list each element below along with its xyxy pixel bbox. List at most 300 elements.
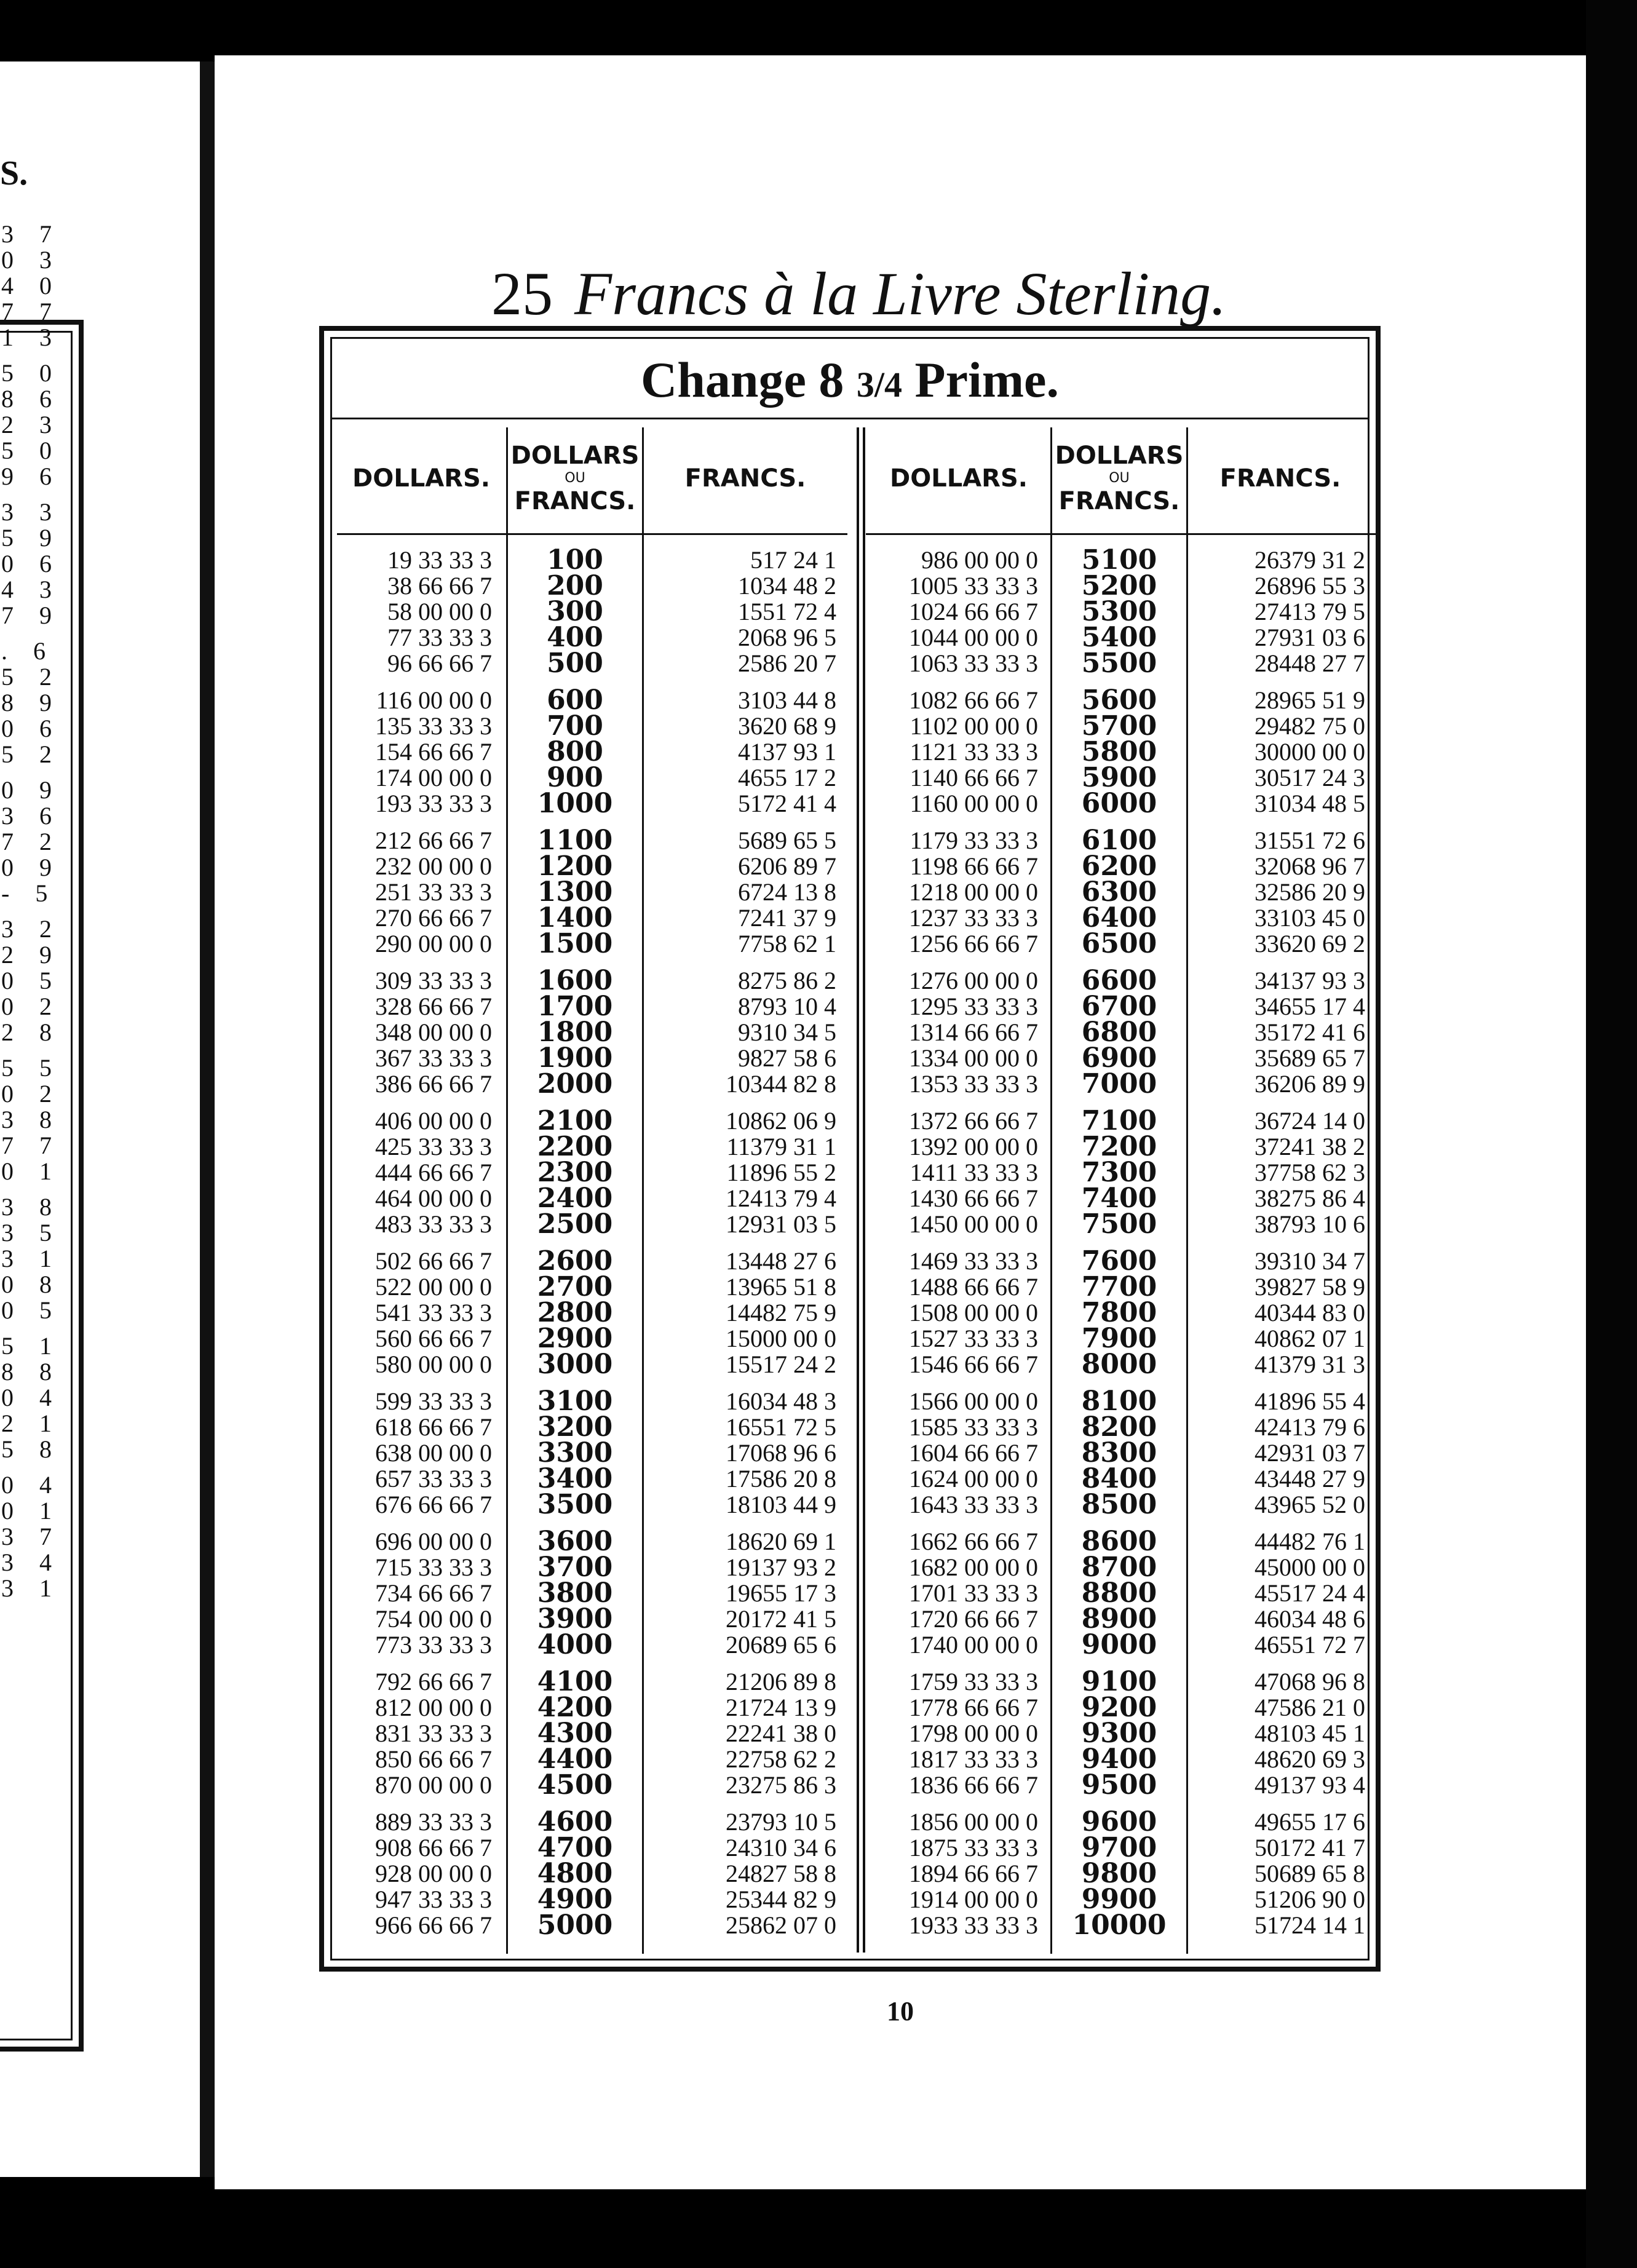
table-cell: 1894 66 66 7 [909,1860,1038,1887]
table-cell: 5500 [1081,648,1157,679]
row-group [652,1669,836,1798]
table-cell: 232 00 00 0 [375,852,492,880]
table-cell: 1121 33 33 3 [910,738,1038,766]
table-cell: . 6 [1,637,55,665]
table-cell: 1 3 [1,323,61,351]
row-group [652,1248,836,1378]
table-cell: 1372 66 66 7 [909,1107,1038,1135]
header-dollars-ou-francs-right: DOLLARS OU FRANCS. [1055,442,1184,515]
row-group [1054,965,1184,1100]
row-group [873,1529,1038,1658]
left-page-fragment [0,61,200,2177]
header-dollars-right: DOLLARS. [890,464,1028,493]
row-group [873,1108,1038,1237]
table-cell: 464 00 00 0 [375,1184,492,1212]
table-cell: 47068 96 8 [1255,1668,1365,1695]
table-cell: 1334 00 00 0 [909,1044,1038,1072]
table-cell: 517 24 1 [750,546,836,574]
table-cell: 3 1 [1,1245,61,1272]
table-cell: 36724 14 0 [1255,1107,1365,1135]
table-cell: 0 1 [1,1497,61,1525]
table-cell: 270 66 66 7 [375,904,492,932]
table-cell: 5600 [1081,684,1157,716]
row-group [344,1809,492,1938]
row-group [1054,825,1184,959]
table-cell: 19137 93 2 [726,1553,836,1581]
col-rule [506,427,508,1954]
table-cell: 5 5 [1,1054,61,1082]
table-cell: 19 33 33 3 [387,546,492,574]
header-rule-right [866,533,1376,535]
table-cell: 5700 [1081,710,1157,742]
table-cell: 5172 41 4 [738,790,836,817]
row-group [510,1105,640,1240]
change-suffix: Prime. [914,352,1059,408]
row-group [873,1389,1038,1518]
table-cell: 5400 [1081,622,1157,653]
row-group [873,828,1038,957]
table-cell: 22241 38 0 [726,1719,836,1747]
table-cell: 1400 [537,902,613,934]
row-group [1205,1809,1365,1938]
table-cell: 2400 [537,1183,613,1214]
table-cell: 21724 13 9 [726,1694,836,1721]
table-cell: 4600 [537,1806,613,1838]
table-cell: 24310 34 6 [726,1834,836,1862]
table-cell: 7200 [1081,1131,1157,1162]
table-cell: 5 1 [1,1332,61,1360]
left-dollars-column [344,547,492,1949]
table-cell: 12413 79 4 [726,1184,836,1212]
table-cell: 7 2 [1,828,61,855]
row-group [344,1669,492,1798]
change-fraction: 3/4 [856,365,902,405]
row-group [510,544,640,679]
table-cell: 1469 33 33 3 [909,1247,1038,1275]
table-cell: 3 7 [1,1523,61,1550]
row-group [1205,1669,1365,1798]
table-cell: 7000 [1081,1068,1157,1100]
table-cell: 4655 17 2 [738,764,836,791]
table-cell: 17068 96 6 [726,1439,836,1467]
table-cell: 1933 33 33 3 [909,1911,1038,1939]
table-cell: 47586 21 0 [1255,1694,1365,1721]
table-cell: 483 33 33 3 [375,1210,492,1238]
center-double-rule-1 [857,427,859,1953]
row-group [1,221,61,351]
left-table-half [332,427,855,1959]
row-group [1,1472,61,1601]
table-cell: 600 [547,684,603,716]
table-cell: 50689 65 8 [1255,1860,1365,1887]
row-group [344,1108,492,1237]
table-cell: 7500 [1081,1208,1157,1240]
table-cell: 1300 [537,876,613,908]
table-cell: 32068 96 7 [1255,852,1365,880]
right-francs-column [1205,547,1365,1949]
table-cell: 46551 72 7 [1255,1631,1365,1659]
scan-right-edge [1586,0,1637,2268]
table-cell: 1218 00 00 0 [909,878,1038,906]
table-cell: 5 0 [1,437,61,464]
table-cell: 7100 [1081,1105,1157,1136]
table-cell: 1044 00 00 0 [909,624,1038,651]
table-cell: 8700 [1081,1552,1157,1583]
table-cell: 9300 [1081,1718,1157,1749]
table-cell: 986 00 00 0 [921,546,1038,574]
table-cell: 0 5 [1,967,61,994]
row-group [652,828,836,957]
table-cell: 1450 00 00 0 [909,1210,1038,1238]
table-cell: 35172 41 6 [1255,1018,1365,1046]
table-cell: 43965 52 0 [1255,1491,1365,1518]
table-cell: 2600 [537,1245,613,1277]
table-cell: 0 8 [1,1271,61,1298]
table-cell: 7 7 [1,1132,61,1159]
table-cell: 1662 66 66 7 [909,1528,1038,1555]
left-page-header-fragment: S. [0,154,28,192]
row-group [652,968,836,1097]
row-group [1,916,61,1045]
table-cell: 290 00 00 0 [375,930,492,958]
row-group [1205,688,1365,817]
table-cell: 4200 [537,1692,613,1723]
table-cell: 754 00 00 0 [375,1605,492,1633]
col-rule [642,427,644,1954]
table-cell: 1256 66 66 7 [909,930,1038,958]
table-cell: 4700 [537,1832,613,1863]
table-cell: 0 3 [1,246,61,274]
table-cell: 1392 00 00 0 [909,1133,1038,1160]
table-cell: 908 66 66 7 [375,1834,492,1862]
table-cell: 43448 27 9 [1255,1465,1365,1493]
table-cell: 44482 76 1 [1255,1528,1365,1555]
title-text: Francs à la Livre Sterling. [574,260,1227,328]
row-group [1054,1666,1184,1801]
table-cell: 1100 [537,825,613,856]
table-cell: 32586 20 9 [1255,878,1365,906]
table-cell: 406 00 00 0 [375,1107,492,1135]
table-cell: 22758 62 2 [726,1745,836,1773]
table-cell: 51206 90 0 [1255,1885,1365,1913]
table-cell: 2300 [537,1157,613,1188]
row-group [1205,968,1365,1097]
table-cell: 1295 33 33 3 [909,993,1038,1020]
table-cell: 2100 [537,1105,613,1136]
row-group [510,1526,640,1660]
table-cell: 500 [547,648,603,679]
table-cell: 30000 00 0 [1255,738,1365,766]
table-cell: 193 33 33 3 [375,790,492,817]
row-group [510,965,640,1100]
row-group [1054,1105,1184,1240]
table-cell: 1701 33 33 3 [909,1579,1038,1607]
row-group [1205,1529,1365,1658]
table-cell: 39827 58 9 [1255,1273,1365,1301]
table-cell: 9 6 [1,462,61,490]
table-cell: 18103 44 9 [726,1491,836,1518]
table-cell: 7700 [1081,1271,1157,1303]
table-cell: 0 2 [1,1080,61,1108]
row-group [344,828,492,957]
table-cell: 9200 [1081,1692,1157,1723]
table-cell: 10000 [1072,1909,1167,1941]
table-cell: 9600 [1081,1806,1157,1838]
row-group [1205,1108,1365,1237]
table-cell: 9900 [1081,1884,1157,1915]
col-rule [1186,427,1188,1954]
table-cell: 947 33 33 3 [375,1885,492,1913]
row-group [1054,544,1184,679]
table-cell: 8400 [1081,1463,1157,1494]
table-cell: 8 6 [1,385,61,413]
row-group [510,1245,640,1380]
table-cell: 200 [547,570,603,601]
row-group [652,688,836,817]
table-cell: 870 00 00 0 [375,1771,492,1799]
table-cell: 4137 93 1 [738,738,836,766]
table-cell: 100 [547,544,603,576]
table-cell: 49137 93 4 [1255,1771,1365,1799]
table-cell: 154 66 66 7 [375,738,492,766]
table-cell: 96 66 66 7 [387,649,492,677]
table-cell: 33103 45 0 [1255,904,1365,932]
title-number: 25 [491,260,553,328]
table-cell: 9700 [1081,1832,1157,1863]
table-cell: 8600 [1081,1526,1157,1557]
table-cell: 0 4 [1,1384,61,1411]
table-cell: 135 33 33 3 [375,712,492,740]
table-cell: 1160 00 00 0 [910,790,1038,817]
row-group [1205,547,1365,676]
table-cell: 6600 [1081,965,1157,996]
table-cell: 1798 00 00 0 [909,1719,1038,1747]
table-cell: 1551 72 4 [738,598,836,625]
row-group [873,547,1038,676]
table-cell: 1411 33 33 3 [910,1159,1038,1186]
table-cell: 3800 [537,1577,613,1609]
table-cell: 1314 66 66 7 [909,1018,1038,1046]
table-cell: 5 9 [1,524,61,552]
row-group [344,1389,492,1518]
table-cell: 1720 66 66 7 [909,1605,1038,1633]
table-cell: 1817 33 33 3 [909,1745,1038,1773]
row-group [1,360,61,490]
table-cell: 928 00 00 0 [375,1860,492,1887]
table-cell: 10862 06 9 [726,1107,836,1135]
row-group [1205,1248,1365,1378]
table-cell: 1585 33 33 3 [909,1413,1038,1441]
table-cell: 7300 [1081,1157,1157,1188]
row-group [510,684,640,819]
table-cell: 5300 [1081,596,1157,627]
table-cell: 715 33 33 3 [375,1553,492,1581]
table-cell: 3 1 [1,1574,61,1602]
table-cell: 3900 [537,1603,613,1635]
col-rule [1050,427,1052,1954]
table-cell: 1198 66 66 7 [910,852,1038,880]
table-cell: 0 6 [1,715,61,742]
table-cell: 773 33 33 3 [375,1631,492,1659]
row-group [652,547,836,676]
table-cell: 2 1 [1,1410,61,1437]
table-cell: 8500 [1081,1489,1157,1520]
header-dollars-left: DOLLARS. [352,464,490,493]
table-cell: 29482 75 0 [1255,712,1365,740]
row-group [1054,1386,1184,1520]
table-cell: 1740 00 00 0 [909,1631,1038,1659]
table-cell: 5100 [1081,544,1157,576]
table-cell: 1034 48 2 [738,572,836,600]
table-cell: 8000 [1081,1349,1157,1380]
table-cell: 9827 58 6 [738,1044,836,1072]
row-group [873,968,1038,1097]
table-cell: 800 [547,736,603,767]
header-rule-left [337,533,847,535]
table-cell: 35689 65 7 [1255,1044,1365,1072]
page-number: 10 [887,1996,914,2026]
table-cell: 6700 [1081,991,1157,1022]
table-cell: 31551 72 6 [1255,827,1365,854]
row-group [510,1806,640,1941]
row-group [1054,1526,1184,1660]
table-cell: 13965 51 8 [726,1273,836,1301]
book-spine [200,61,215,2177]
row-group [344,1248,492,1378]
row-group [1054,1245,1184,1380]
table-cell: 116 00 00 0 [376,686,492,714]
table-cell: 41896 55 4 [1255,1387,1365,1415]
table-cell: 1856 00 00 0 [909,1808,1038,1836]
table-cell: 541 33 33 3 [375,1299,492,1326]
table-cell: 7600 [1081,1245,1157,1277]
table-cell: 9100 [1081,1666,1157,1697]
table-cell: 9400 [1081,1743,1157,1775]
table-cell: 0 9 [1,776,61,804]
table-cell: 3200 [537,1411,613,1443]
table-cell: 9310 34 5 [738,1018,836,1046]
table-cell: 657 33 33 3 [375,1465,492,1493]
table-cell: 5900 [1081,762,1157,793]
table-cell: 21206 89 8 [726,1668,836,1695]
table-cell: 2800 [537,1297,613,1328]
table-cell: 3 8 [1,1106,61,1133]
table-cell: 6800 [1081,1017,1157,1048]
table-cell: 26379 31 2 [1255,546,1365,574]
row-group [873,1248,1038,1378]
table-cell: 16034 48 3 [726,1387,836,1415]
table-cell: 425 33 33 3 [375,1133,492,1160]
row-group [652,1529,836,1658]
table-cell: 1353 33 33 3 [909,1070,1038,1098]
table-cell: 6900 [1081,1042,1157,1074]
table-cell: 27413 79 5 [1255,598,1365,625]
table-cell: 3600 [537,1526,613,1557]
table-cell: 3300 [537,1437,613,1469]
table-cell: 2 9 [1,941,61,969]
table-cell: 25862 07 0 [726,1911,836,1939]
table-cell: 850 66 66 7 [375,1745,492,1773]
table-cell: 7400 [1081,1183,1157,1214]
table-cell: 0 5 [1,1296,61,1324]
table-cell: 4400 [537,1743,613,1775]
table-cell: 2586 20 7 [738,649,836,677]
row-group [1,1333,61,1462]
table-cell: 676 66 66 7 [375,1491,492,1518]
table-cell: 34137 93 3 [1255,967,1365,994]
table-cell: 28965 51 9 [1255,686,1365,714]
table-cell: 367 33 33 3 [375,1044,492,1072]
header-francs-right: FRANCS. [1219,464,1341,493]
table-cell: 444 66 66 7 [375,1159,492,1186]
row-group [1205,828,1365,957]
table-cell: 23275 86 3 [726,1771,836,1799]
row-group [873,1809,1038,1938]
table-cell: 328 66 66 7 [375,993,492,1020]
table-cell: 348 00 00 0 [375,1018,492,1046]
table-cell: 33620 69 2 [1255,930,1365,958]
table-frame [319,326,1381,1972]
table-cell: 1179 33 33 3 [910,827,1038,854]
table-cell: 49655 17 6 [1255,1808,1365,1836]
table-inner-frame [330,337,1369,1961]
table-cell: 9000 [1081,1629,1157,1660]
table-cell: 3500 [537,1489,613,1520]
right-middle-column [1054,544,1184,1949]
table-cell: 300 [547,596,603,627]
table-cell: 560 66 66 7 [375,1325,492,1352]
table-cell: 48103 45 1 [1255,1719,1365,1747]
table-cell: 13448 27 6 [726,1247,836,1275]
table-cell: 25344 82 9 [726,1885,836,1913]
row-group [1,499,61,628]
table-cell: 2700 [537,1271,613,1303]
table-cell: 1508 00 00 0 [909,1299,1038,1326]
row-group [1,1194,61,1323]
table-cell: 734 66 66 7 [375,1579,492,1607]
table-cell: 5 0 [1,359,61,387]
table-cell: 24827 58 8 [726,1860,836,1887]
table-cell: 6100 [1081,825,1157,856]
row-group [510,825,640,959]
row-group [1,638,61,767]
table-cell: 792 66 66 7 [375,1668,492,1695]
table-cell: 3 6 [1,802,61,830]
table-cell: 6500 [1081,928,1157,959]
heading-rule [332,418,1368,419]
table-cell: 1500 [537,928,613,959]
table-cell: 8 9 [1,689,61,716]
row-group [1,1055,61,1184]
table-cell: 502 66 66 7 [375,1247,492,1275]
table-cell: 40862 07 1 [1255,1325,1365,1352]
table-cell: 5 2 [1,740,61,768]
table-cell: 889 33 33 3 [375,1808,492,1836]
table-cell: 17586 20 8 [726,1465,836,1493]
table-cell: 900 [547,762,603,793]
table-cell: 3 8 [1,1193,61,1221]
table-cell: 9500 [1081,1769,1157,1801]
table-cell: 1900 [537,1042,613,1074]
table-cell: 45000 00 0 [1255,1553,1365,1581]
table-cell: 26896 55 3 [1255,572,1365,600]
table-cell: 966 66 66 7 [375,1911,492,1939]
table-cell: 7758 62 1 [738,930,836,958]
table-cell: 1000 [537,788,613,819]
table-cell: 3 7 [1,220,61,248]
table-cell: 3000 [537,1349,613,1380]
table-cell: 5800 [1081,736,1157,767]
